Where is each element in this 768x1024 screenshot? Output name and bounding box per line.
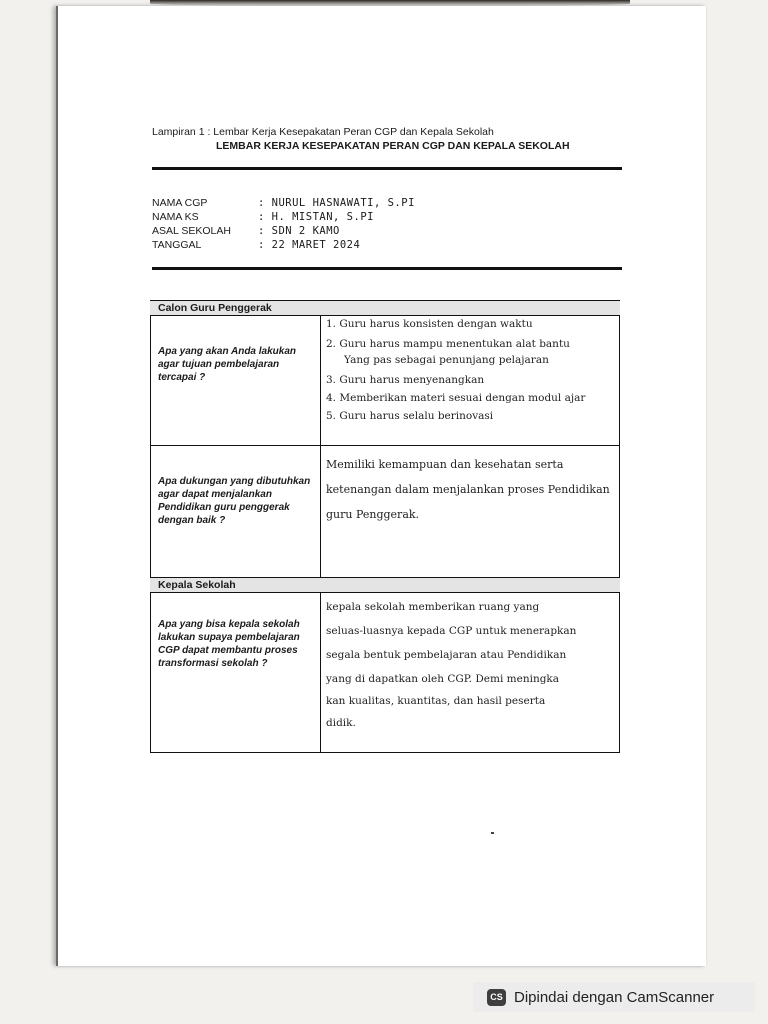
header-rule-top	[152, 167, 622, 170]
answer-peran-kepala-sekolah	[326, 596, 616, 746]
header-rule-bottom	[152, 267, 622, 270]
page-edge	[56, 6, 58, 966]
meta-label: TANGGAL	[152, 239, 202, 251]
answer-line: Yang pas sebagai penunjang pelajaran	[344, 354, 549, 366]
answer-line: 5. Guru harus selalu berinovasi	[326, 410, 494, 422]
table-border	[619, 300, 620, 753]
section-heading-kepala-sekolah: Kepala Sekolah	[150, 578, 620, 592]
answer-line: segala bentuk pembelajaran atau Pendidikan	[326, 649, 567, 661]
answer-tujuan-pembelajaran	[326, 316, 616, 446]
answer-line: guru Penggerak.	[326, 508, 420, 521]
meta-value: : SDN 2 KAMO	[258, 225, 340, 237]
meta-value: : 22 MARET 2024	[258, 239, 361, 251]
section-heading-cgp: Calon Guru Penggerak	[150, 301, 620, 315]
question-dukungan: Apa dukungan yang dibutuhkan agar dapat menjalankan Pendidikan guru penggerak dengan baik ?	[158, 476, 311, 526]
answer-line: seluas-luasnya kepada CGP untuk menerapkan	[326, 625, 577, 637]
meta-label: NAMA CGP	[152, 197, 208, 209]
meta-label: ASAL SEKOLAH	[152, 225, 231, 237]
table-column-divider	[320, 592, 321, 753]
camscanner-text: Dipindai dengan CamScanner	[514, 988, 715, 1006]
meta-label: NAMA KS	[152, 211, 199, 223]
table-border	[150, 592, 620, 593]
answer-line: 4. Memberikan materi sesuai dengan modul ajar	[326, 392, 586, 404]
document-title: LEMBAR KERJA KESEPAKATAN PERAN CGP DAN KEPALA SEKOLAH	[216, 140, 570, 152]
meta-value: : NURUL HASNAWATI, S.PI	[258, 197, 415, 209]
answer-line: 3. Guru harus menyenangkan	[326, 374, 485, 386]
answer-line: yang di dapatkan oleh CGP. Demi meningka	[326, 673, 560, 685]
answer-line: kan kualitas, kuantitas, dan hasil peserta	[326, 695, 546, 707]
answer-line: 1. Guru harus konsisten dengan waktu	[326, 318, 533, 330]
camscanner-logo-icon: CS	[487, 989, 506, 1006]
answer-line: Memiliki kemampuan dan kesehatan serta	[326, 458, 564, 471]
table-border	[150, 752, 620, 753]
lampiran-caption: Lampiran 1 : Lembar Kerja Kesepakatan Peran CGP dan Kepala Sekolah	[152, 126, 494, 138]
table-border	[150, 300, 151, 753]
answer-line: kepala sekolah memberikan ruang yang	[326, 601, 540, 613]
meta-value: : H. MISTAN, S.PI	[258, 211, 374, 223]
answer-dukungan	[326, 450, 616, 570]
camscanner-watermark	[473, 982, 755, 1012]
scan-speck	[491, 832, 494, 834]
table-column-divider	[320, 315, 321, 578]
answer-line: 2. Guru harus mampu menentukan alat bantu	[326, 338, 570, 350]
question-peran-kepala-sekolah: Apa yang bisa kepala sekolah lakukan supaya pembelajaran CGP dapat membantu proses transformasi sekolah ?	[158, 619, 300, 669]
answer-line: ketenangan dalam menjalankan proses Pendidikan	[326, 483, 610, 496]
question-tujuan-pembelajaran: Apa yang akan Anda lakukan agar tujuan pembelajaran tercapai ?	[158, 346, 297, 383]
answer-line: didik.	[326, 717, 356, 729]
agreement-table	[150, 300, 620, 753]
table-border	[150, 445, 620, 446]
